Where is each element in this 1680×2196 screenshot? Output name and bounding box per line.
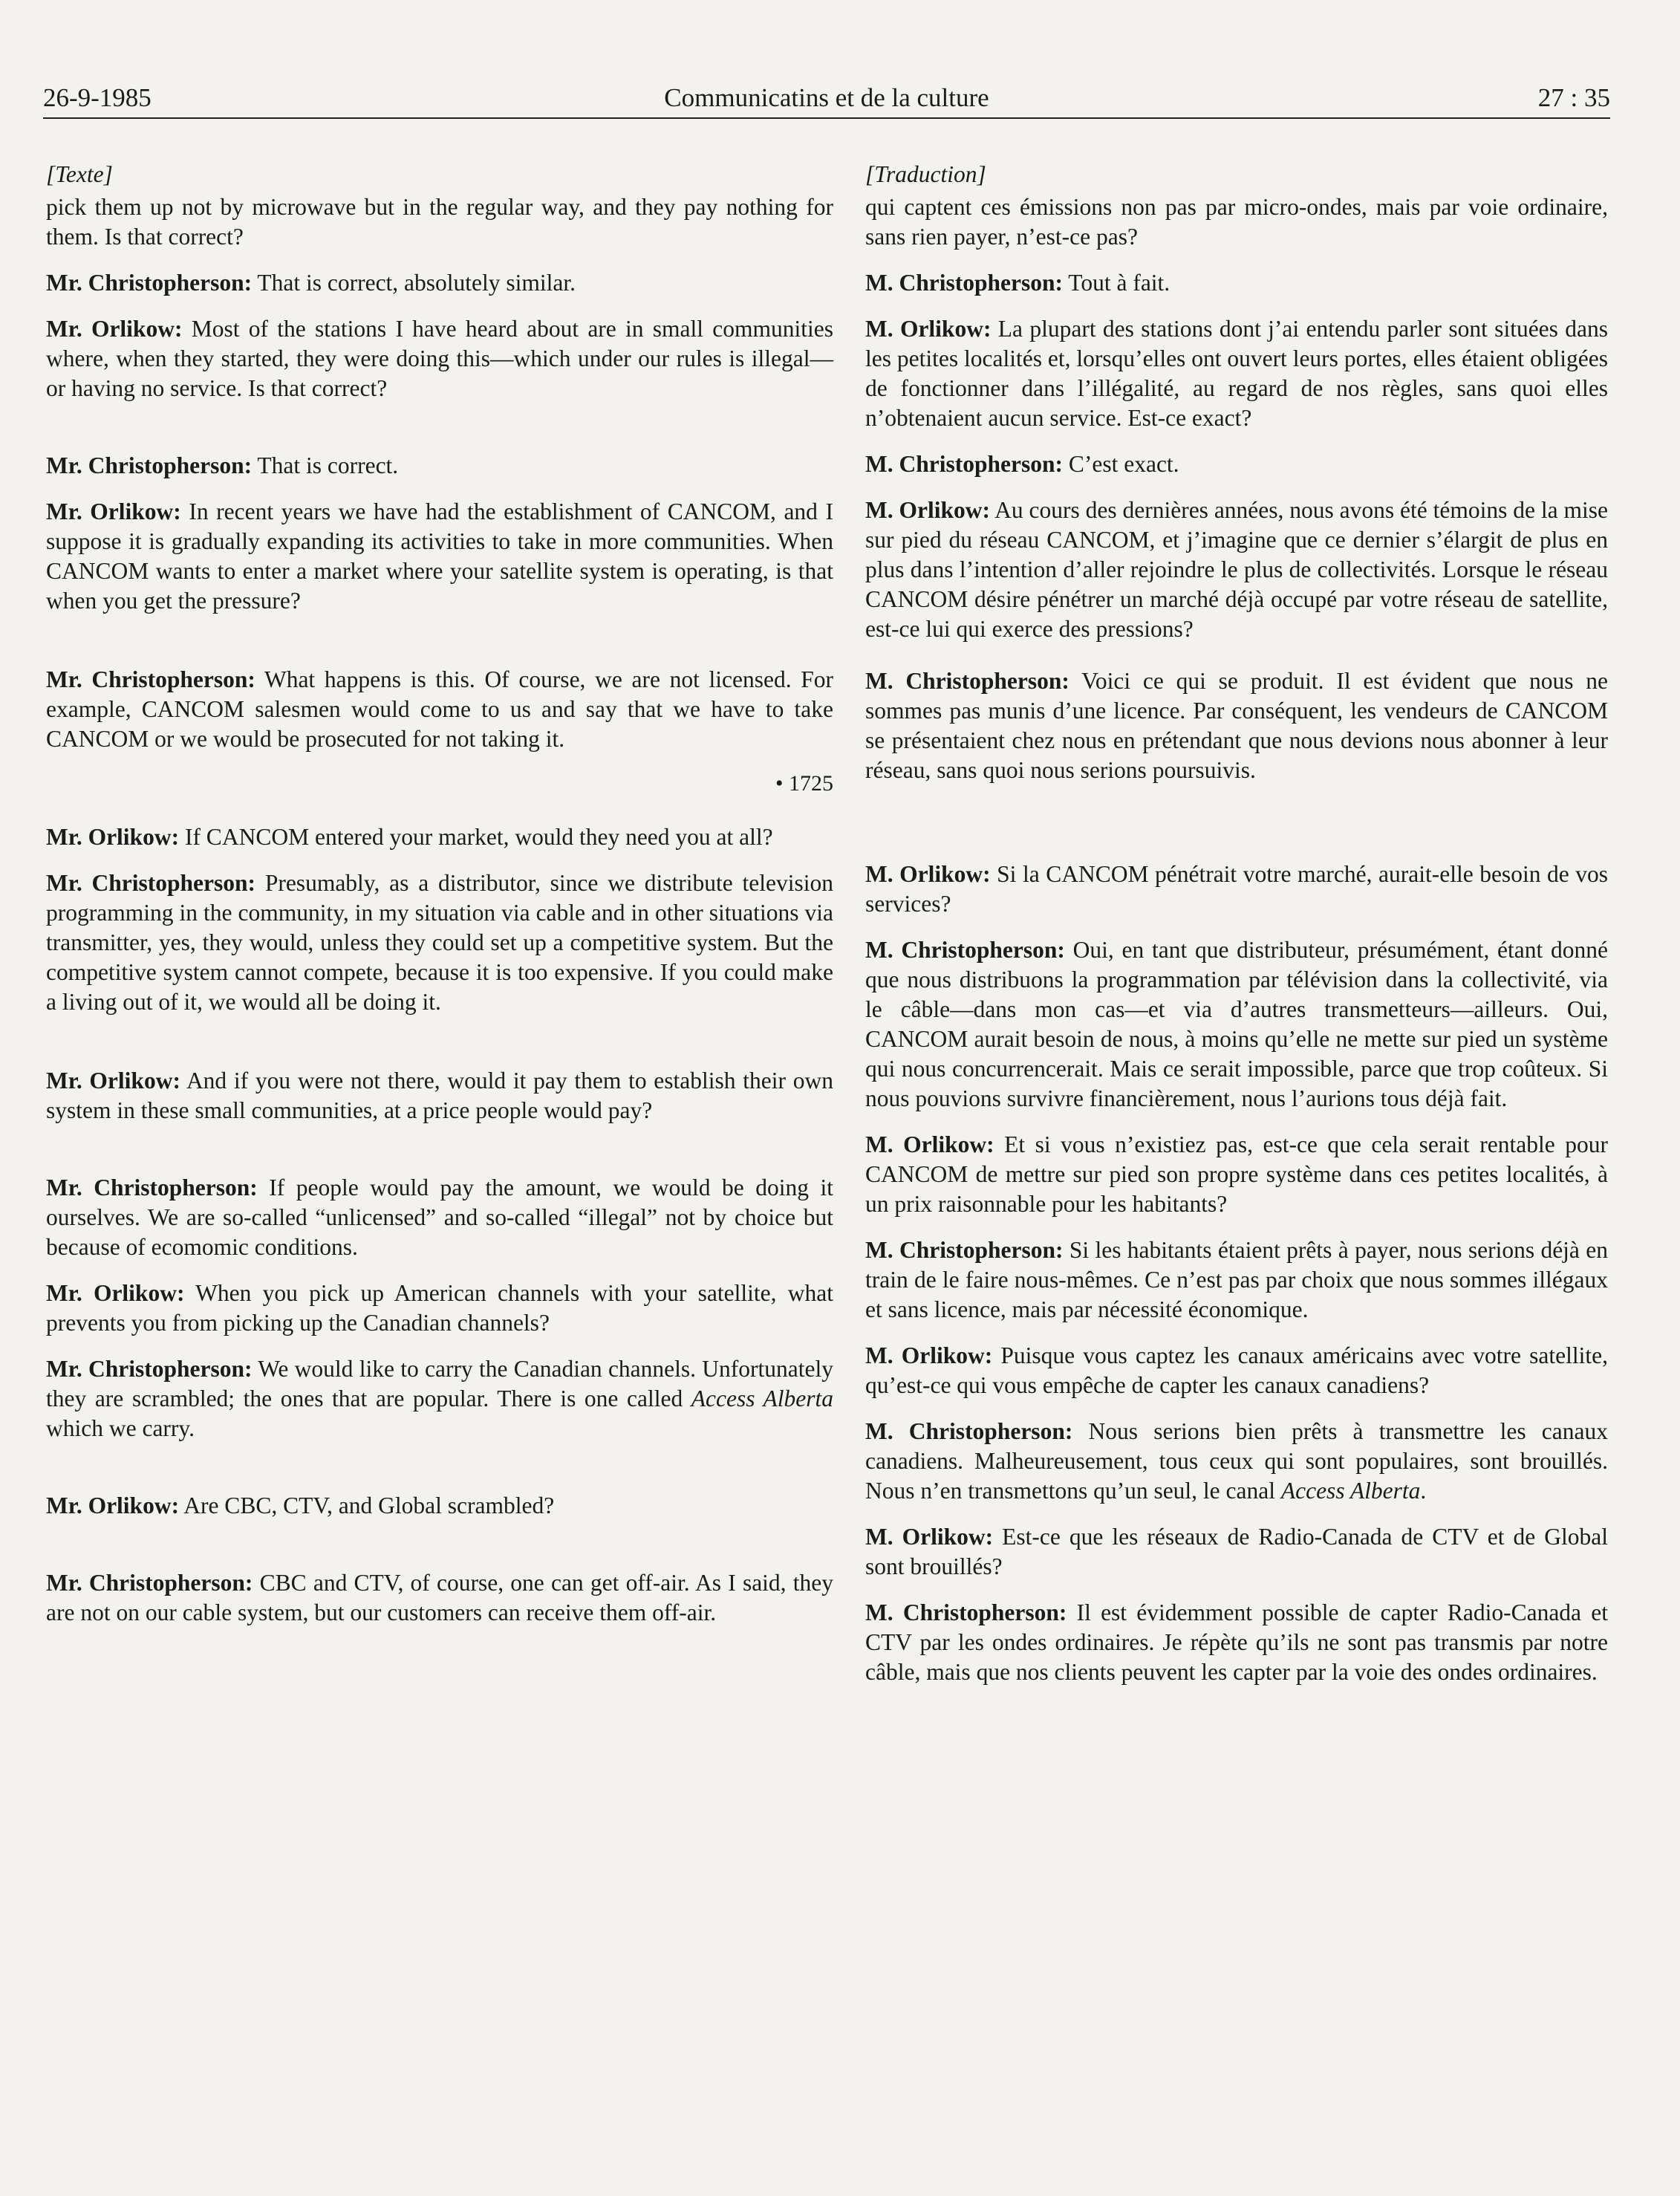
left-paragraph: Mr. Christopherson: CBC and CTV, of course, one can get off-air. As I said, they are not on our cable system, but our customers can receive them off-air. xyxy=(46,1570,833,1625)
left-paragraph: Mr. Christopherson: Presumably, as a distributor, since we distribute television programming in the community, in my situation via cable and in other situations via transmitter, yes, they would, unless they could set up a competitive system. But the competitive system cannot compete, because it is too expensive. If you could make a living out of it, we would all be doing it. xyxy=(46,870,833,1015)
speaker-name: M. Christopherson: xyxy=(865,668,1069,694)
right-column-french xyxy=(865,160,1608,1687)
speaker-name: M. Christopherson: xyxy=(865,1237,1064,1263)
left-paragraph: Mr. Orlikow: Are CBC, CTV, and Global scrambled? xyxy=(46,1492,555,1518)
speaker-name: Mr. Orlikow: xyxy=(46,1068,180,1094)
left-paragraph: Mr. Orlikow: Most of the stations I have heard about are in small communities where, when they started, they were doing this—which under our rules is illegal—or having no service. Is that correct? xyxy=(46,316,833,401)
header-title: Communicatins et de la culture xyxy=(664,83,989,112)
speaker-name: Mr. Orlikow: xyxy=(46,1280,185,1306)
page-header xyxy=(43,80,1610,119)
right-paragraph: M. Christopherson: Voici ce qui se produit. Il est évident que nous ne sommes pas munis d’une licence. Par conséquent, les vendeurs de CANCOM se présentaient chez nous en prétendant que nous devions nous abonner à leur réseau, sans quoi nous serions poursuivis. xyxy=(865,668,1608,783)
speaker-name: Mr. Orlikow: xyxy=(46,498,181,524)
left-paragraph: Mr. Christopherson: That is correct. xyxy=(46,452,399,478)
right-paragraph: M. Christopherson: Oui, en tant que distributeur, présumément, étant donné que nous distribuons la programmation par télévision dans la collectivité, via le câble—dans mon cas—et via d’autres transmetteurs—ailleurs. Oui, CANCOM aurait besoin de nous, à moins qu’elle ne mette sur pied un système qui nous concurrencerait. Mais ce serait impossible, parce que trop coûteux. Si nous pouvions survivre financièrement, nous l’aurions tous déjà fait. xyxy=(865,937,1609,1111)
left-column-english xyxy=(46,160,833,1628)
right-paragraph: M. Christopherson: Si les habitants étaient prêts à payer, nous serions déjà en train de le faire nous-mêmes. Ce n’est pas par choix que nous sommes illégaux et sans licence, mais par nécessité économique. xyxy=(865,1237,1608,1322)
speaker-name: Mr. Christopherson: xyxy=(46,666,255,692)
speaker-name: Mr. Christopherson: xyxy=(46,1356,253,1382)
right-paragraphs xyxy=(865,192,1608,1687)
time-marker: • 1725 xyxy=(775,771,833,796)
left-paragraph: Mr. Christopherson: What happens is this. Of course, we are not licensed. For example, CANCOM salesmen would come to us and say that we have to take CANCOM or we would be prosecuted for not taking it. xyxy=(46,666,833,752)
italic-title: Access Alberta xyxy=(691,1386,833,1412)
left-paragraph: Mr. Christopherson: We would like to carry the Canadian channels. Unfortunately they are scrambled; the ones that are popular. There is one called Access Alberta which we carry. xyxy=(46,1356,834,1441)
speaker-name: Mr. Orlikow: xyxy=(46,1492,180,1518)
speaker-name: M. Orlikow: xyxy=(865,861,991,887)
left-paragraphs xyxy=(46,192,833,1628)
speaker-name: Mr. Orlikow: xyxy=(46,316,183,342)
left-paragraph: Mr. Orlikow: When you pick up American channels with your satellite, what prevents you from picking up the Canadian channels? xyxy=(46,1280,833,1336)
italic-title: Access Alberta xyxy=(1280,1478,1421,1504)
right-paragraph: M. Orlikow: Si la CANCOM pénétrait votre marché, aurait-elle besoin de vos services? xyxy=(865,861,1608,917)
speaker-name: Mr. Christopherson: xyxy=(46,1175,258,1201)
right-paragraph: M. Christopherson: C’est exact. xyxy=(865,451,1179,477)
speaker-name: M. Christopherson: xyxy=(865,1418,1073,1444)
right-paragraph: M. Christopherson: Il est évidemment possible de capter Radio-Canada et CTV par les ondes ordinaires. Je répète qu’ils ne sont pas transmis par notre câble, mais que nos clients peuvent les capter par la voie des ondes ordinaires. xyxy=(865,1599,1608,1685)
header-date: 26-9-1985 xyxy=(43,83,152,112)
speaker-name: M. Orlikow: xyxy=(865,1524,994,1550)
right-paragraph: qui captent ces émissions non pas par micro-ondes, mais par voie ordinaire, sans rien payer, n’est-ce pas? xyxy=(865,194,1608,250)
speaker-name: Mr. Christopherson: xyxy=(46,452,253,478)
speaker-name: Mr. Christopherson: xyxy=(46,1570,253,1596)
speaker-name: Mr. Orlikow: xyxy=(46,824,180,850)
speaker-name: M. Orlikow: xyxy=(865,316,992,342)
right-paragraph: M. Orlikow: Est-ce que les réseaux de Radio-Canada de CTV et de Global sont brouillés? xyxy=(865,1524,1608,1579)
speaker-name: M. Christopherson: xyxy=(865,1599,1067,1625)
speaker-name: Mr. Christopherson: xyxy=(46,270,253,296)
left-paragraph: Mr. Christopherson: That is correct, absolutely similar. xyxy=(46,270,576,296)
left-paragraph: pick them up not by microwave but in the regular way, and they pay nothing for them. Is that correct? xyxy=(46,194,833,250)
left-paragraph: Mr. Orlikow: And if you were not there, would it pay them to establish their own system in these small communities, at a price people would pay? xyxy=(46,1068,833,1123)
left-paragraph: Mr. Orlikow: In recent years we have had the establishment of CANCOM, and I suppose it is gradually expanding its activities to take in more communities. When CANCOM wants to enter a market where your satellite system is operating, is that when you get the pressure? xyxy=(46,498,833,614)
speaker-name: M. Orlikow: xyxy=(865,1342,993,1368)
right-paragraph: M. Orlikow: Puisque vous captez les canaux américains avec votre satellite, qu’est-ce qui vous empêche de capter les canaux canadiens? xyxy=(865,1342,1608,1398)
right-paragraph: M. Christopherson: Tout à fait. xyxy=(865,270,1171,296)
speaker-name: M. Christopherson: xyxy=(865,270,1063,296)
speaker-name: M. Christopherson: xyxy=(865,451,1063,477)
left-paragraph: Mr. Orlikow: If CANCOM entered your market, would they need you at all? xyxy=(46,824,773,850)
speaker-name: Mr. Christopherson: xyxy=(46,870,256,896)
right-paragraph: M. Orlikow: Et si vous n’existiez pas, est-ce que cela serait rentable pour CANCOM de mettre sur pied son propre système dans ces petites localités, à un prix raisonnable pour les habitants? xyxy=(865,1131,1608,1217)
left-paragraph: Mr. Christopherson: If people would pay the amount, we would be doing it ourselves. We are so-called “unlicensed” and so-called “illegal” not by choice but because of ecomomic conditions. xyxy=(46,1175,834,1260)
speaker-name: M. Christopherson: xyxy=(865,937,1065,963)
speaker-name: M. Orlikow: xyxy=(865,497,990,523)
right-paragraph: M. Christopherson: Nous serions bien prêts à transmettre les canaux canadiens. Malheureusement, tous ceux qui sont populaires, sont brouillés. Nous n’en transmettons qu’un seul, le canal Access Alberta. xyxy=(865,1418,1608,1504)
section-label-traduction: [Traduction] xyxy=(865,161,986,187)
header-page-number: 27 : 35 xyxy=(1537,83,1610,112)
speaker-name: M. Orlikow: xyxy=(865,1131,994,1157)
section-label-texte: [Texte] xyxy=(46,161,113,187)
right-paragraph: M. Orlikow: Au cours des dernières années, nous avons été témoins de la mise sur pied du réseau CANCOM, et j’imagine que ce dernier s’élargit de plus en plus dans l’intention d’aller rejoindre le plus de collectivités. Lorsque le réseau CANCOM désire pénétrer un marché déjà occupé par votre réseau de satellite, est-ce lui qui exerce des pressions? xyxy=(865,497,1608,642)
right-paragraph: M. Orlikow: La plupart des stations dont j’ai entendu parler sont situées dans les petites localités et, lorsqu’elles ont ouvert leurs portes, elles étaient obligées de fonctionner dans l’illégalité, au regard de nos règles, sans quoi elles n’obtenaient aucun service. Est-ce exact? xyxy=(865,316,1608,431)
